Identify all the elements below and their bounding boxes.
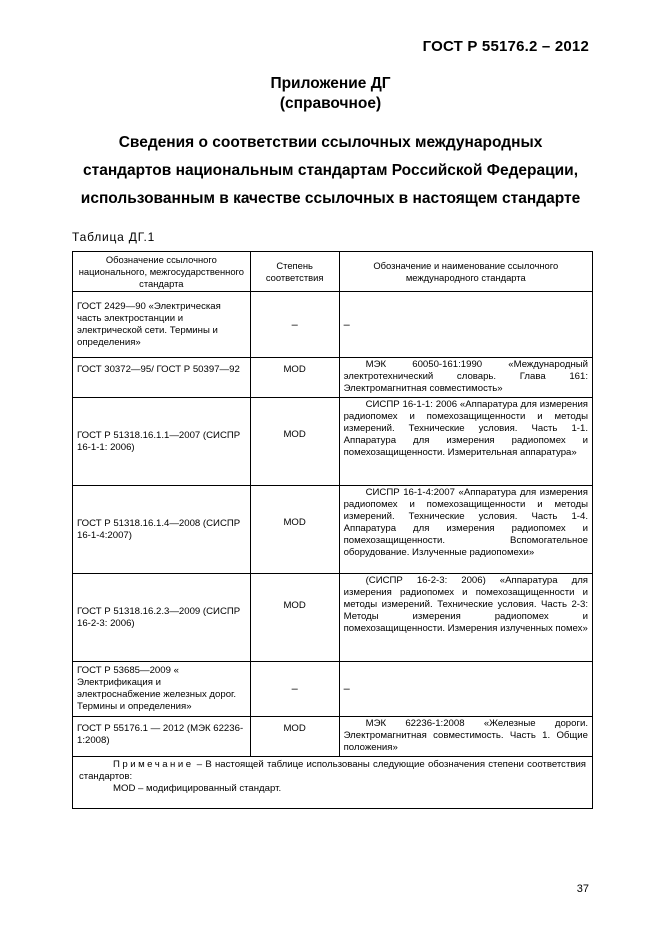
table-note xyxy=(73,757,593,809)
national-standard-cell: ГОСТ Р 51318.16.1.1—2007 (СИСПР 16-1-1: 2006) xyxy=(73,398,251,486)
column-header-international: Обозначение и наименование ссылочного международного стандарта xyxy=(339,252,592,292)
table-row xyxy=(73,292,593,358)
national-standard-cell: ГОСТ Р 51318.16.1.4—2008 (СИСПР 16-1-4:2007) xyxy=(73,486,251,574)
column-header-national: Обозначение ссылочного национального, межгосударственного стандарта xyxy=(73,252,251,292)
note-label: Примечание xyxy=(113,759,194,770)
table-caption: Таблица ДГ.1 xyxy=(72,230,156,244)
international-standard-cell: – xyxy=(339,292,592,358)
national-standard-cell: ГОСТ 30372—95/ ГОСТ Р 50397—92 xyxy=(73,358,251,398)
international-standard-cell: МЭК 62236-1:2008 «Железные дороги. Электромагнитная совместимость. Часть 1. Общие положения» xyxy=(339,717,592,757)
section-heading xyxy=(60,129,601,213)
international-standard-cell: СИСПР 16-1-4:2007 «Аппаратура для измерения радиопомех и помехозащищенности и методы измерений. Технические условия. Часть 1-4. Аппаратура для измерения радиопомех и помехозащищенности. Вспомогательное оборудование. Излученные радиопомехи» xyxy=(339,486,592,574)
national-standard-cell: ГОСТ Р 53685—2009 « Электрификация и электроснабжение железных дорог. Термины и определения» xyxy=(73,662,251,717)
national-standard-cell: ГОСТ Р 51318.16.2.3—2009 (СИСПР 16-2-3: 2006) xyxy=(73,574,251,662)
degree-cell: MOD xyxy=(250,717,339,757)
appendix-subtitle: (справочное) xyxy=(279,95,382,112)
degree-cell: MOD xyxy=(250,486,339,574)
international-standard-cell: МЭК 60050-161:1990 «Международный электротехнический словарь. Глава 161: Электромагнитная совместимость» xyxy=(339,358,592,398)
heading-line-3: использованным в качестве ссылочных в настоящем стандарте xyxy=(80,190,581,207)
correspondence-table xyxy=(72,251,593,809)
table-header-row xyxy=(73,252,593,292)
table-row xyxy=(73,662,593,717)
appendix-title: Приложение ДГ xyxy=(270,75,391,92)
international-standard-cell: СИСПР 16-1-1: 2006 «Аппаратура для измерения радиопомех и помехозащищенности и методы измерений. Технические условия. Часть 1-1. Аппаратура для измерения радиопомех и помехозащищенности. Измерительная аппаратура» xyxy=(339,398,592,486)
degree-cell: MOD xyxy=(250,358,339,398)
table-row xyxy=(73,358,593,398)
table-row xyxy=(73,717,593,757)
table-row xyxy=(73,398,593,486)
note-mod-definition: MOD – модифицированный стандарт. xyxy=(113,783,282,794)
table-note-row xyxy=(73,757,593,809)
international-standard-cell: – xyxy=(339,662,592,717)
table-row xyxy=(73,486,593,574)
national-standard-cell: ГОСТ 2429—90 «Электрическая часть электростанции и электрической сети. Термины и определения» xyxy=(73,292,251,358)
table-row xyxy=(73,574,593,662)
degree-cell: MOD xyxy=(250,574,339,662)
degree-cell: – xyxy=(250,662,339,717)
degree-cell: – xyxy=(250,292,339,358)
appendix-title-block xyxy=(0,74,661,114)
heading-line-1: Сведения о соответствии ссылочных международных xyxy=(118,134,543,151)
note-text: – В настоящей таблице использованы следующие обозначения степени соответствия стандартов: xyxy=(79,759,586,782)
column-header-degree: Степень соответствия xyxy=(250,252,339,292)
standard-header: ГОСТ Р 55176.2 – 2012 xyxy=(422,38,589,55)
international-standard-cell: (СИСПР 16-2-3: 2006) «Аппаратура для измерения радиопомех и помехозащищенности и методы измерений. Технические условия. Часть 2-3: Методы измерения радиопомех и помехозащищенности. Измерения излученных помех» xyxy=(339,574,592,662)
page-number: 37 xyxy=(576,883,589,895)
degree-cell: MOD xyxy=(250,398,339,486)
heading-line-2: стандартов национальным стандартам Российской Федерации, xyxy=(82,162,579,179)
national-standard-cell: ГОСТ Р 55176.1 — 2012 (МЭК 62236-1:2008) xyxy=(73,717,251,757)
